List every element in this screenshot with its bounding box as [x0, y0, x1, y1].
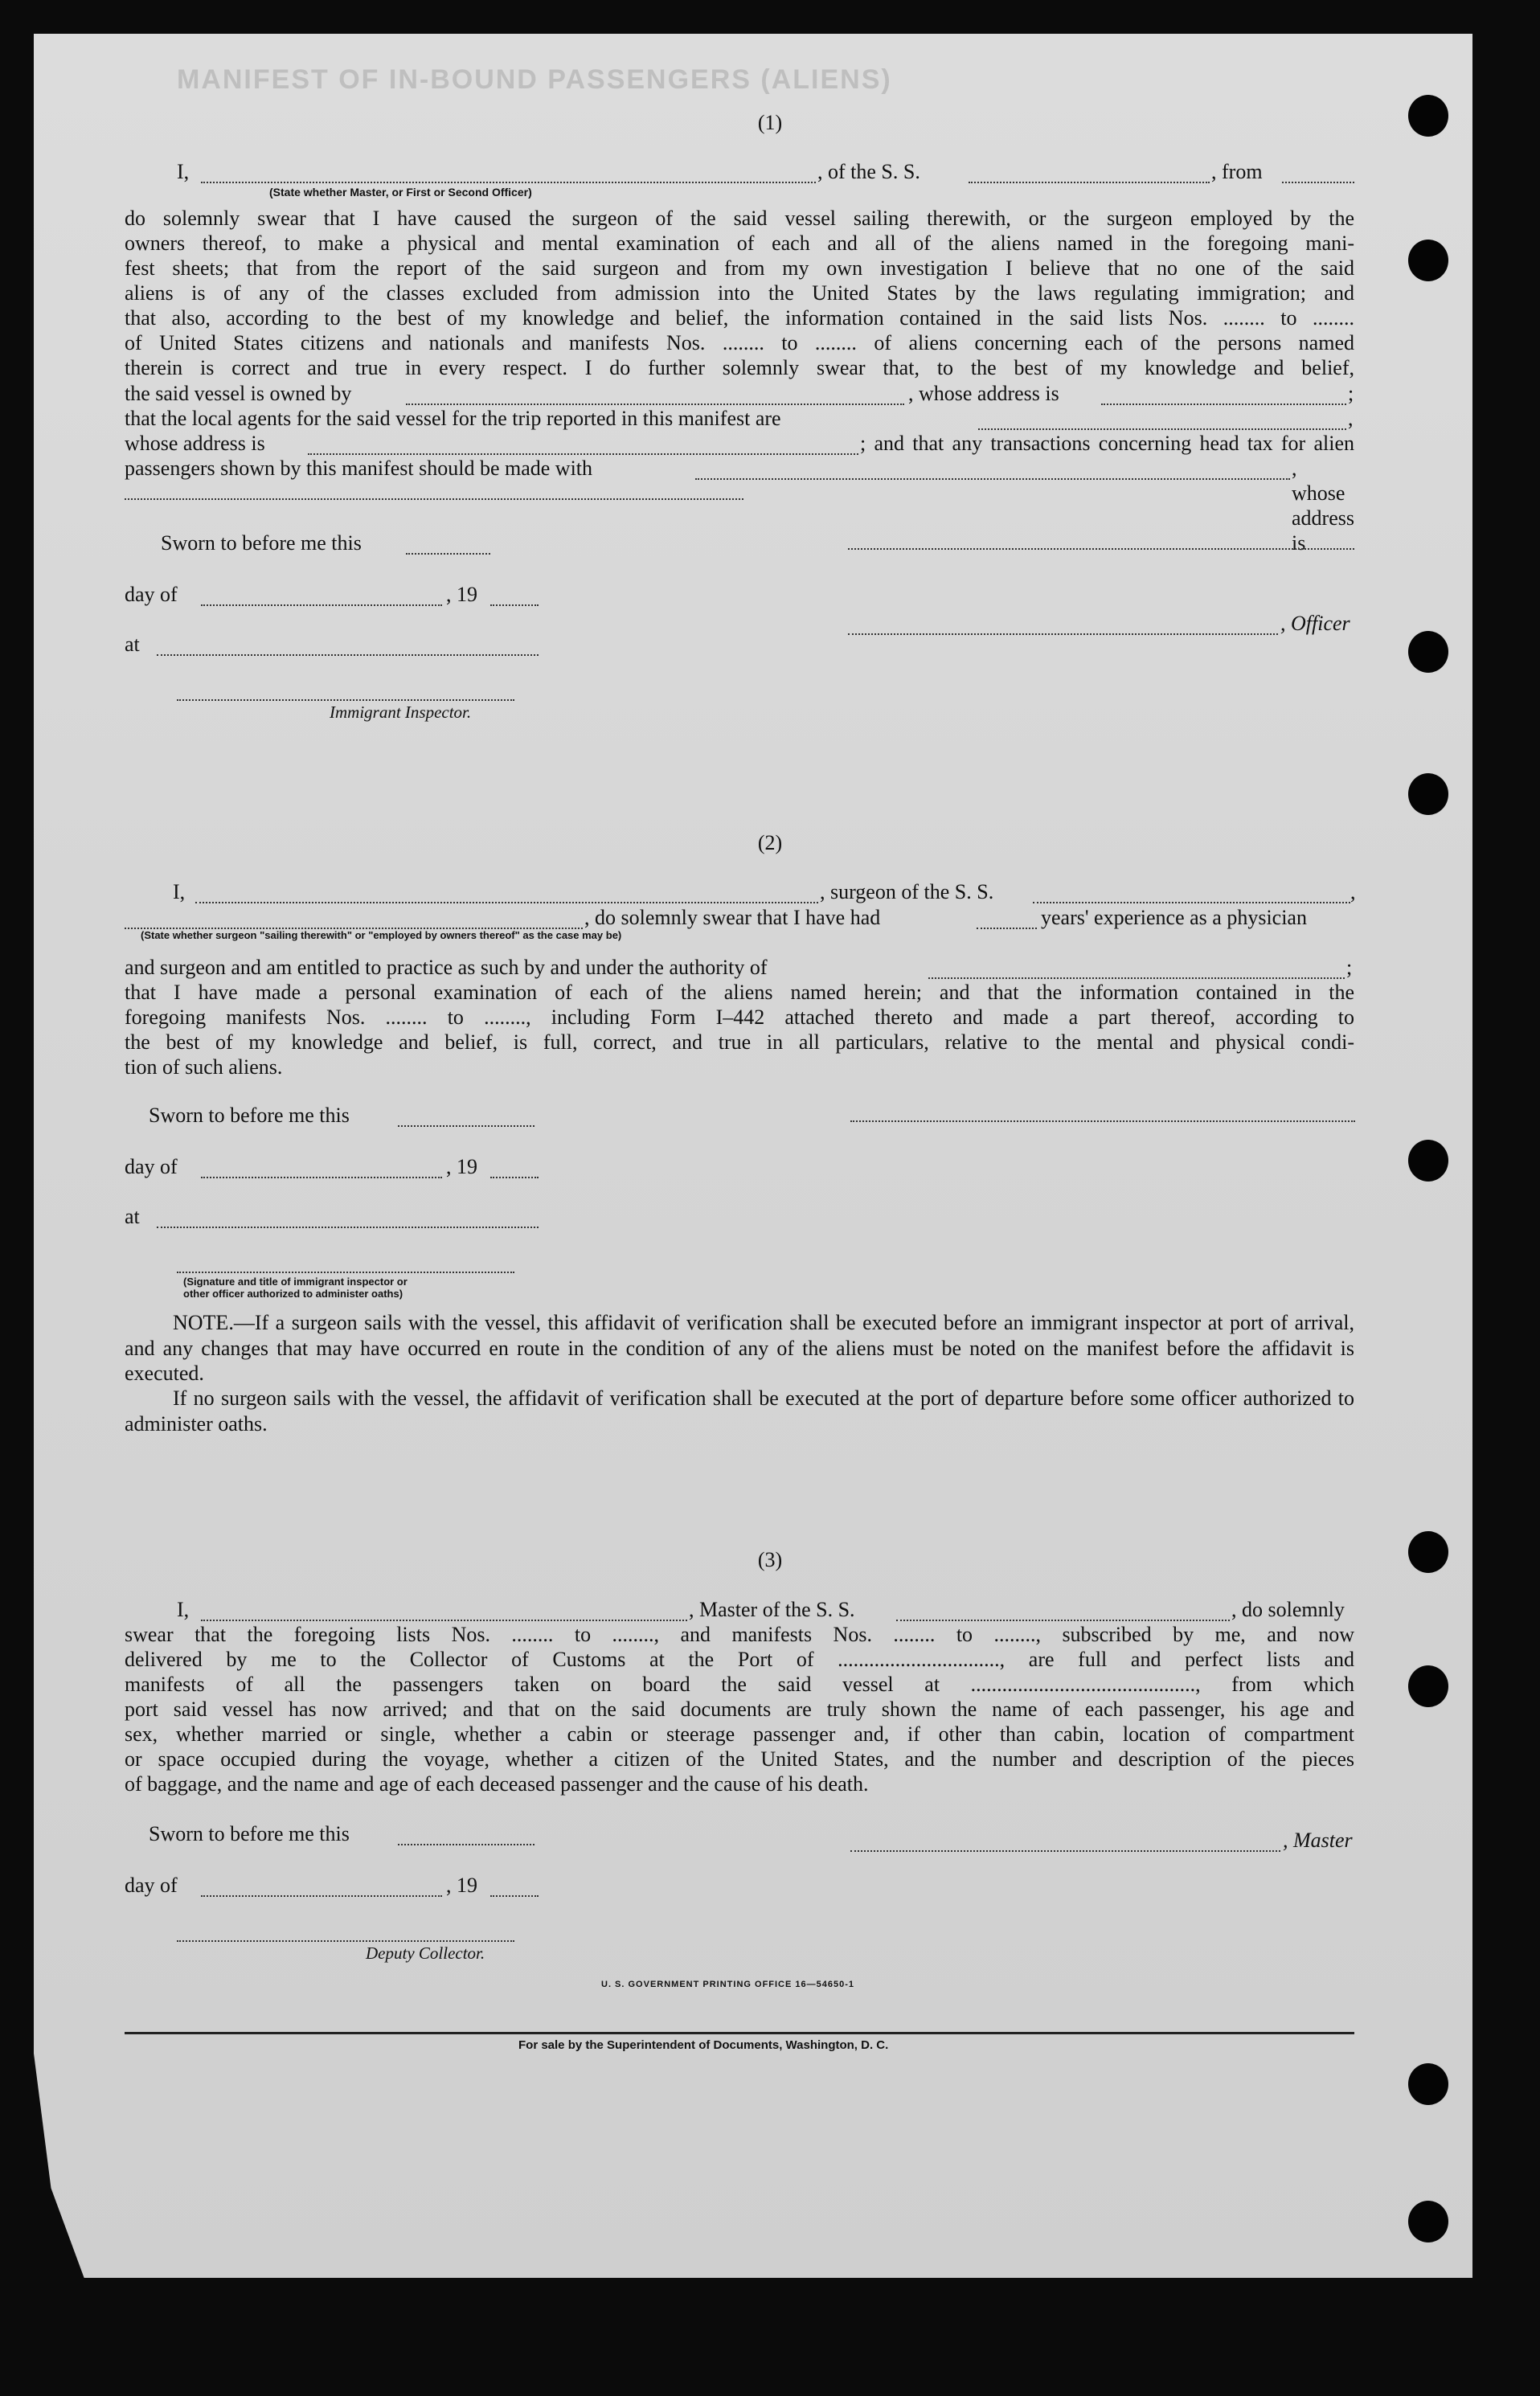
- authority-line: and surgeon and am entitled to practice as such by and under the authority of ;: [125, 956, 1353, 979]
- body-line: sex, whether married or single, whether a cabin or steerage passenger and, if other than cabin, location of compartment: [125, 1722, 1354, 1746]
- label-at: at: [125, 1205, 140, 1228]
- body-line: do solemnly swear that I have caused the surgeon of the said vessel sailing therewith, or the surgeon employed by the: [125, 207, 1354, 230]
- label-i: I,: [173, 880, 186, 903]
- label-whose-address: , whose address is: [1292, 457, 1354, 555]
- punch-hole: [1408, 240, 1448, 281]
- punch-hole: [1408, 631, 1448, 673]
- surgeon-signature-field[interactable]: [850, 1119, 1355, 1122]
- agent-address-field[interactable]: [308, 437, 858, 455]
- label-at: at: [125, 633, 140, 656]
- punch-hole: [1408, 1665, 1448, 1707]
- date-line-2: [125, 1154, 1354, 1179]
- label-sworn: Sworn to before me this: [161, 531, 362, 555]
- body-line: manifests of all the passengers taken on board the said vessel at ..........................................., from which: [125, 1673, 1354, 1696]
- label-master: , Master: [1283, 1829, 1353, 1852]
- label-head-tax: ; and that any transactions concerning head tax for alien: [860, 432, 1354, 455]
- date-line-3: [125, 1873, 1354, 1898]
- place-field[interactable]: [157, 638, 539, 656]
- sworn-day-field[interactable]: [398, 1109, 534, 1127]
- body-line: swear that the foregoing lists Nos. ........ to ........, and manifests Nos. ........ to ........, subscribed by me, and now: [125, 1623, 1354, 1646]
- punch-hole: [1408, 2201, 1448, 2242]
- agents-field[interactable]: [978, 412, 1346, 430]
- years-field[interactable]: [977, 911, 1037, 929]
- body-line: that I have made a personal examination of each of the aliens named herein; and that the information contained in the: [125, 981, 1354, 1004]
- note-paragraph-2: If no surgeon sails with the vessel, the affidavit of verification shall be executed at the port of departure before some officer authorized to administer oaths.: [125, 1386, 1354, 1436]
- label-year: , 19: [446, 583, 477, 606]
- label-passengers: passengers shown by this manifest should be made with: [125, 457, 593, 480]
- label-swear: , do solemnly swear that I have had: [584, 906, 881, 929]
- body-line: the best of my knowledge and belief, is full, correct, and true in all particulars, relative to the mental and physical condi-: [125, 1030, 1354, 1054]
- label-sworn: Sworn to before me this: [149, 1104, 350, 1127]
- label-whose-address: whose address is: [125, 432, 265, 455]
- at-line-1: [125, 632, 1354, 657]
- agents-line: that the local agents for the said vessel for the trip reported in this manifest are ,: [125, 407, 1354, 430]
- officer-note: (State whether Master, or First or Second Officer): [269, 186, 532, 199]
- label-years: years' experience as a physician: [1041, 906, 1307, 929]
- section-3-body: [125, 1622, 1354, 1796]
- body-line: port said vessel has now arrived; and that on the said documents are truly shown the name of each passenger, his age and: [125, 1698, 1354, 1721]
- agent-address-line: [125, 431, 1354, 456]
- head-tax-address-field[interactable]: [125, 497, 743, 500]
- body-line: of baggage, and the name and age of each deceased passenger and the cause of his death.: [125, 1772, 869, 1796]
- deputy-collector-label: Deputy Collector.: [366, 1943, 485, 1963]
- year-field[interactable]: [490, 1161, 539, 1178]
- label-day-of: day of: [125, 583, 178, 606]
- punch-hole: [1408, 1140, 1448, 1182]
- sworn-day-field[interactable]: [398, 1828, 534, 1845]
- body-line: that also, according to the best of my knowledge and belief, the information contained in the said lists Nos. ........ to ........: [125, 306, 1354, 330]
- label-local-agents: that the local agents for the said vessel for the trip reported in this manifest are: [125, 407, 781, 430]
- month-field[interactable]: [201, 1879, 442, 1897]
- inspector-signature-field[interactable]: [177, 1270, 514, 1273]
- owner-line: the said vessel is owned by , whose address is ;: [125, 382, 1354, 405]
- year-field[interactable]: [490, 588, 539, 606]
- head-tax-party-field[interactable]: [695, 462, 1290, 480]
- date-line-1: [125, 582, 1354, 607]
- place-field[interactable]: [157, 1210, 539, 1228]
- month-field[interactable]: [201, 588, 442, 606]
- punch-hole: [1408, 2063, 1448, 2105]
- body-line: or space occupied during the voyage, whether a citizen of the United States, and the number and description of the pieces: [125, 1747, 1354, 1771]
- note-paragraph-1: NOTE.—If a surgeon sails with the vessel, this affidavit of verification shall be executed before an immigrant inspector at port of arrival, and any changes that may have occurred en route in the condition of any of the aliens must be noted on the manifest before the affidavit is executed.: [125, 1311, 1354, 1385]
- month-field[interactable]: [201, 1161, 442, 1178]
- sworn-line-2: [149, 1103, 1378, 1128]
- ship-name-field[interactable]: [969, 166, 1210, 183]
- gpo-imprint: U. S. GOVERNMENT PRINTING OFFICE 16—54650-1: [601, 1980, 855, 1989]
- signature-note-1: (Signature and title of immigrant inspector or: [183, 1276, 408, 1288]
- signature-note-2: other officer authorized to administer oaths): [183, 1288, 403, 1300]
- label-i: I,: [177, 1598, 190, 1621]
- at-line-2: [125, 1204, 1354, 1229]
- label-whose-address: , whose address is: [908, 382, 1059, 405]
- surgeon-name-field[interactable]: [195, 886, 818, 903]
- section-3-number: (3): [757, 1548, 783, 1571]
- master-name-field[interactable]: [201, 1603, 687, 1621]
- label-i: I,: [177, 160, 190, 183]
- label-officer: , Officer: [1280, 612, 1350, 635]
- section-1-number: (1): [757, 111, 783, 134]
- label-owned-by: the said vessel is owned by: [125, 382, 352, 405]
- officer-signature-field[interactable]: [848, 547, 1354, 550]
- body-line: aliens is of any of the classes excluded from admission into the United States by the laws regulating immigration; and: [125, 281, 1354, 305]
- body-line: therein is correct and true in every respect. I do further solemnly swear that, to the best of my knowledge and belief,: [125, 356, 1354, 379]
- surgeon-status-field[interactable]: [125, 911, 583, 929]
- punch-hole: [1408, 773, 1448, 815]
- owner-address-field[interactable]: [1101, 387, 1346, 405]
- sale-notice: For sale by the Superintendent of Documents, Washington, D. C.: [518, 2038, 889, 2052]
- body-line: delivered by me to the Collector of Customs at the Port of ..............................., are full and perfect lists and: [125, 1648, 1354, 1671]
- immigrant-inspector-label: Immigrant Inspector.: [330, 702, 472, 722]
- master-signature-field[interactable]: [850, 1834, 1280, 1852]
- footer-rule: [125, 2032, 1354, 2034]
- year-field[interactable]: [490, 1879, 539, 1897]
- label-day-of: day of: [125, 1874, 178, 1897]
- port-from-field[interactable]: [1282, 166, 1354, 183]
- label-year: , 19: [446, 1155, 477, 1178]
- label-surgeon-of: , surgeon of the S. S.: [820, 880, 994, 903]
- body-line: foregoing manifests Nos. ........ to ........, including Form I–442 attached thereto and made a part thereof, according to: [125, 1006, 1354, 1029]
- ship-name-field[interactable]: [896, 1603, 1230, 1621]
- bleed-through-header: MANIFEST OF IN-BOUND PASSENGERS (ALIENS): [177, 64, 892, 95]
- ship-name-field[interactable]: [1033, 886, 1350, 903]
- authority-field[interactable]: [928, 961, 1345, 979]
- label-from: , from: [1211, 160, 1263, 183]
- officer-name-field[interactable]: [201, 166, 816, 183]
- label-authority: and surgeon and am entitled to practice as such by and under the authority of: [125, 956, 768, 979]
- body-line: of United States citizens and nationals and manifests Nos. ........ to ........ of aliens concerning each of the persons named: [125, 331, 1354, 354]
- deputy-signature-field[interactable]: [177, 1939, 514, 1942]
- surgeon-note: (State whether surgeon "sailing therewith" or "employed by owners thereof" as the case may be): [141, 929, 622, 941]
- body-line: owners thereof, to make a physical and mental examination of each and all of the aliens named in the foregoing mani-: [125, 231, 1354, 255]
- sworn-line-1: [161, 530, 1391, 555]
- label-solemnly: , do solemnly: [1231, 1598, 1345, 1621]
- label-sworn: Sworn to before me this: [149, 1822, 350, 1845]
- sworn-day-field[interactable]: [406, 537, 490, 555]
- inspector-signature-field[interactable]: [177, 698, 514, 701]
- label-of-ss: , of the S. S.: [817, 160, 920, 183]
- label-day-of: day of: [125, 1155, 178, 1178]
- owner-field[interactable]: [406, 387, 904, 405]
- section-2-body: [125, 980, 1354, 1079]
- body-line: fest sheets; that from the report of the said surgeon and from my own investigation I believe that no one of the said: [125, 256, 1354, 280]
- section-1-body: [125, 206, 1354, 380]
- body-line: tion of such aliens.: [125, 1055, 283, 1079]
- label-master-of: , Master of the S. S.: [689, 1598, 855, 1621]
- section-2-number: (2): [757, 831, 783, 854]
- label-year: , 19: [446, 1874, 477, 1897]
